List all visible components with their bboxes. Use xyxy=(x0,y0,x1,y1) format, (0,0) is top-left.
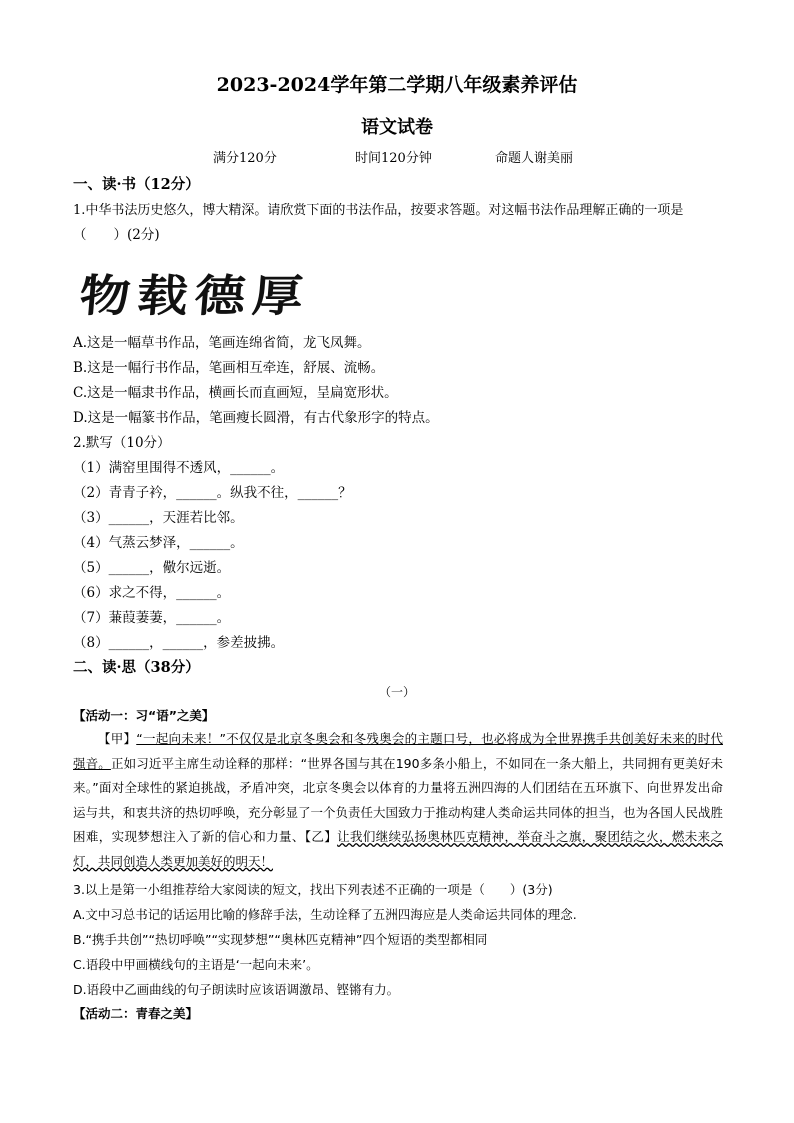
passage-body: 正如习近平主席生动诠释的那样：“世界各国与其在190多条小船上，不如同在一条大船上，共同拥有更美好未来。”面对全球性的紧迫挑战，矛盾冲突，北京冬奥会以体育的力量将五洲四海的人们团结在五环旗下、向世界发出命运与共，和衷共济的热切呼唤，充分彰显了一个负责任大国致力于推动构建人类命运共同体的担当，也为各国人民战胜困难，实现梦想注入了新的信心和力量、【乙】 xyxy=(73,755,724,844)
dictation-item: （6）求之不得，______。 xyxy=(73,585,231,601)
q3-option-b: B.“携手共创”“热切呼唤”“实现梦想”“奥林匹克精神”四个短语的类型都相同 xyxy=(73,932,488,947)
section2-heading: 二、读·思（38分） xyxy=(73,659,200,676)
exam-time: 时间120分钟 xyxy=(355,151,432,166)
dictation-item: （5）______，儆尔远逝。 xyxy=(73,560,231,576)
q3-option-d: D.语段中乙画曲线的句子朗读时应该语调激昂、铿锵有力。 xyxy=(73,982,400,997)
part-label: （一） xyxy=(378,685,415,699)
calligraphy-text: 物载德厚 xyxy=(77,271,312,322)
exam-author: 命题人谢美丽 xyxy=(495,151,574,166)
dictation-item: （3）______，天涯若比邻。 xyxy=(73,510,244,526)
q2-heading: 2.默写（10分） xyxy=(73,435,171,451)
passage-label-jia: 【甲】 xyxy=(98,731,137,746)
underlined-sentence-jia: “一起向未来！”不仅仅是北京冬奥会和冬残奥会的主题口号，也必将成为全世界携手共创美好未来的时代强音。 xyxy=(73,731,723,771)
dictation-item: （4）气蒸云梦泽，______。 xyxy=(73,535,244,551)
full-score: 满分120分 xyxy=(213,151,277,166)
dictation-item: （7）蒹葭萋萋，______。 xyxy=(73,610,231,626)
section1-heading: 一、读·书（12分） xyxy=(73,176,200,193)
activity1-heading: 【活动一：习“语”之美】 xyxy=(73,708,215,723)
q3-stem: 3.以上是第一小组推荐给大家阅读的短文，找出下列表述不正确的一项是（ ）(3分) xyxy=(73,882,553,897)
dictation-item: （8）______，______，参差披拂。 xyxy=(73,635,285,651)
q1-option-a: A.这是一幅草书作品，笔画连绵省简，龙飞凤舞。 xyxy=(73,335,371,351)
exam-subtitle: 语文试卷 xyxy=(361,117,433,138)
reading-passage xyxy=(73,727,723,874)
exam-title: 2023-2024学年第二学期八年级素养评估 xyxy=(216,74,578,96)
q1-option-b: B.这是一幅行书作品，笔画相互牵连，舒展、流畅。 xyxy=(73,360,385,376)
activity2-heading: 【活动二：青春之美】 xyxy=(73,1006,199,1021)
q3-option-a: A.文中习总书记的话运用比喻的修辞手法，生动诠释了五洲四海应是人类命运共同体的理念. xyxy=(73,907,577,922)
dictation-item: （2）青青子衿，______。纵我不往，______？ xyxy=(73,485,352,501)
calligraphy-image xyxy=(77,260,320,322)
wavy-sentence-yi: 让我们继续弘扬奥林匹克精神，举奋斗之旗，聚团结之火，燃未来之灯，共同创造人类更加美好的明天！ xyxy=(73,829,723,869)
q1-stem-cont: （ ）(2分) xyxy=(73,227,160,243)
q3-option-c: C.语段中甲画横线句的主语是‘一起向未来’。 xyxy=(73,957,319,972)
q1-option-d: D.这是一幅篆书作品，笔画瘦长圆滑，有古代象形字的特点。 xyxy=(73,410,439,426)
q1-option-c: C.这是一幅隶书作品，横画长而直画短，呈扁宽形状。 xyxy=(73,385,398,401)
q1-stem: 1.中华书法历史悠久，博大精深。请欣赏下面的书法作品，按要求答题。对这幅书法作品理解正确的一项是 xyxy=(73,203,684,218)
dictation-item: （1）满窑里围得不透风，______。 xyxy=(73,460,285,476)
